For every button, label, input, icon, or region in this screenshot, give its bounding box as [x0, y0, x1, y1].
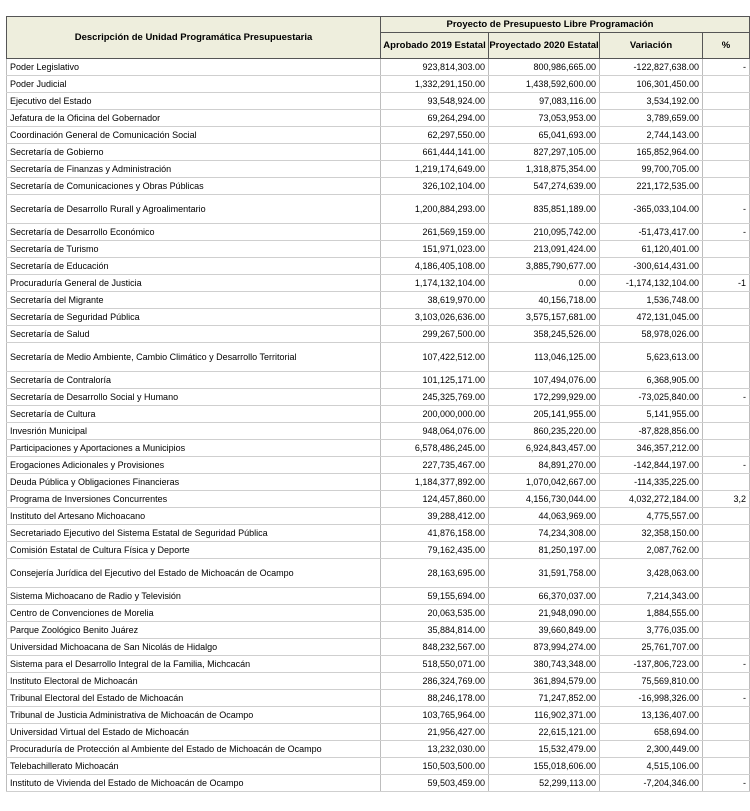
row-description: Secretaría de Turismo: [6, 241, 381, 257]
approved-2019-value: 101,125,171.00: [381, 372, 489, 388]
table-row: [6, 474, 750, 491]
approved-2019-value: 13,232,030.00: [381, 741, 489, 757]
variation-value: -51,473,417.00: [600, 224, 703, 240]
table-row: [6, 758, 750, 775]
projected-2020-value: 1,070,042,667.00: [489, 474, 600, 490]
percent-value: -: [703, 59, 750, 75]
table-row: [6, 309, 750, 326]
percent-value: [703, 406, 750, 422]
percent-value: [703, 741, 750, 757]
table-row: [6, 525, 750, 542]
row-description: Participaciones y Aportaciones a Municipios: [6, 440, 381, 456]
projected-2020-value: 39,660,849.00: [489, 622, 600, 638]
table-row: [6, 423, 750, 440]
variation-value: 32,358,150.00: [600, 525, 703, 541]
projected-2020-value: 210,095,742.00: [489, 224, 600, 240]
percent-value: 3,2: [703, 491, 750, 507]
percent-value: [703, 127, 750, 143]
row-description: Procuraduría General de Justicia: [6, 275, 381, 291]
approved-2019-value: 93,548,924.00: [381, 93, 489, 109]
row-description: Secretaría de Comunicaciones y Obras Públicas: [6, 178, 381, 194]
variation-value: 2,087,762.00: [600, 542, 703, 558]
row-description: Jefatura de la Oficina del Gobernador: [6, 110, 381, 126]
row-description: Secretaría de Desarrollo Social y Humano: [6, 389, 381, 405]
row-description: Tribunal Electoral del Estado de Michoacán: [6, 690, 381, 706]
projected-2020-value: 1,438,592,600.00: [489, 76, 600, 92]
percent-value: [703, 423, 750, 439]
percent-value: [703, 758, 750, 774]
row-description: Secretaría de Finanzas y Administración: [6, 161, 381, 177]
table-row: [6, 440, 750, 457]
row-description: Deuda Pública y Obligaciones Financieras: [6, 474, 381, 490]
approved-2019-value: 518,550,071.00: [381, 656, 489, 672]
row-description: Sistema para el Desarrollo Integral de la Familia, Michcacán: [6, 656, 381, 672]
table-row: [6, 127, 750, 144]
row-description: Secretaría de Desarrollo Rurall y Agroalimentario: [6, 195, 381, 223]
row-description: Invesrión Municipal: [6, 423, 381, 439]
row-description: Secretaría de Desarrollo Económico: [6, 224, 381, 240]
percent-value: [703, 440, 750, 456]
row-description: Secretaría de Medio Ambiente, Cambio Climático y Desarrollo Territorial: [6, 343, 381, 371]
percent-value: -: [703, 690, 750, 706]
projected-2020-value: 73,053,953.00: [489, 110, 600, 126]
row-description: Instituto del Artesano Michoacano: [6, 508, 381, 524]
percent-value: [703, 241, 750, 257]
projected-2020-value: 873,994,274.00: [489, 639, 600, 655]
variation-value: 1,884,555.00: [600, 605, 703, 621]
table-row: [6, 673, 750, 690]
row-description: Universidad Michoacana de San Nicolás de Hidalgo: [6, 639, 381, 655]
variation-value: -122,827,638.00: [600, 59, 703, 75]
variation-value: -114,335,225.00: [600, 474, 703, 490]
projected-2020-value: 6,924,843,457.00: [489, 440, 600, 456]
projected-2020-value: 44,063,969.00: [489, 508, 600, 524]
projected-2020-value: 860,235,220.00: [489, 423, 600, 439]
table-row: [6, 292, 750, 309]
projected-2020-header: Proyectado 2020 Estatal: [488, 32, 600, 59]
approved-2019-value: 1,184,377,892.00: [381, 474, 489, 490]
percent-value: [703, 639, 750, 655]
projected-2020-value: 4,156,730,044.00: [489, 491, 600, 507]
row-description: Secretaría de Cultura: [6, 406, 381, 422]
percent-value: [703, 605, 750, 621]
projected-2020-value: 66,370,037.00: [489, 588, 600, 604]
percent-value: -1: [703, 275, 750, 291]
table-row: [6, 639, 750, 656]
approved-2019-value: 848,232,567.00: [381, 639, 489, 655]
approved-2019-value: 227,735,467.00: [381, 457, 489, 473]
approved-2019-value: 38,619,970.00: [381, 292, 489, 308]
approved-2019-value: 6,578,486,245.00: [381, 440, 489, 456]
approved-2019-value: 286,324,769.00: [381, 673, 489, 689]
projected-2020-value: 155,018,606.00: [489, 758, 600, 774]
approved-2019-value: 1,200,884,293.00: [381, 195, 489, 223]
percent-value: [703, 326, 750, 342]
percent-value: [703, 110, 750, 126]
projected-2020-value: 71,247,852.00: [489, 690, 600, 706]
projected-2020-value: 52,299,113.00: [489, 775, 600, 791]
variation-value: 4,515,106.00: [600, 758, 703, 774]
row-description: Poder Judicial: [6, 76, 381, 92]
variation-value: 1,536,748.00: [600, 292, 703, 308]
projected-2020-value: 3,885,790,677.00: [489, 258, 600, 274]
row-description: Programa de Inversiones Concurrentes: [6, 491, 381, 507]
variation-value: 106,301,450.00: [600, 76, 703, 92]
percent-header: %: [702, 32, 750, 59]
variation-value: 4,032,272,184.00: [600, 491, 703, 507]
row-description: Sistema Michoacano de Radio y Televisión: [6, 588, 381, 604]
percent-value: [703, 372, 750, 388]
variation-header: Variación: [599, 32, 703, 59]
approved-2019-value: 299,267,500.00: [381, 326, 489, 342]
variation-value: 61,120,401.00: [600, 241, 703, 257]
approved-2019-value: 261,569,159.00: [381, 224, 489, 240]
row-description: Secretaría de Salud: [6, 326, 381, 342]
table-row: [6, 406, 750, 423]
row-description: Secretaría de Gobierno: [6, 144, 381, 160]
projected-2020-value: 15,532,479.00: [489, 741, 600, 757]
percent-value: [703, 76, 750, 92]
percent-value: -: [703, 195, 750, 223]
variation-value: 13,136,407.00: [600, 707, 703, 723]
variation-value: -73,025,840.00: [600, 389, 703, 405]
percent-value: [703, 292, 750, 308]
projected-2020-value: 84,891,270.00: [489, 457, 600, 473]
table-row: [6, 707, 750, 724]
table-row: [6, 110, 750, 127]
table-row: [6, 275, 750, 292]
row-description: Secretariado Ejecutivo del Sistema Estatal de Seguridad Pública: [6, 525, 381, 541]
variation-value: 472,131,045.00: [600, 309, 703, 325]
table-row: [6, 724, 750, 741]
table-row: [6, 93, 750, 110]
budget-table-body: [6, 59, 750, 792]
projected-2020-value: 172,299,929.00: [489, 389, 600, 405]
table-row: [6, 542, 750, 559]
approved-2019-value: 3,103,026,636.00: [381, 309, 489, 325]
projected-2020-value: 361,894,579.00: [489, 673, 600, 689]
projected-2020-value: 213,091,424.00: [489, 241, 600, 257]
row-description: Comisión Estatal de Cultura Física y Deporte: [6, 542, 381, 558]
approved-2019-value: 923,814,303.00: [381, 59, 489, 75]
variation-value: 99,700,705.00: [600, 161, 703, 177]
projected-2020-value: 116,902,371.00: [489, 707, 600, 723]
approved-2019-value: 62,297,550.00: [381, 127, 489, 143]
variation-value: 2,300,449.00: [600, 741, 703, 757]
projected-2020-value: 22,615,121.00: [489, 724, 600, 740]
percent-value: [703, 508, 750, 524]
variation-value: 658,694.00: [600, 724, 703, 740]
table-row: [6, 775, 750, 792]
variation-value: 5,141,955.00: [600, 406, 703, 422]
projected-2020-value: 835,851,189.00: [489, 195, 600, 223]
row-description: Secretaría del Migrante: [6, 292, 381, 308]
percent-value: [703, 93, 750, 109]
row-description: Procuraduría de Protección al Ambiente del Estado de Michoacán de Ocampo: [6, 741, 381, 757]
percent-value: -: [703, 457, 750, 473]
projected-2020-value: 547,274,639.00: [489, 178, 600, 194]
variation-value: 3,534,192.00: [600, 93, 703, 109]
approved-2019-value: 69,264,294.00: [381, 110, 489, 126]
variation-value: 7,214,343.00: [600, 588, 703, 604]
table-row: [6, 161, 750, 178]
approved-2019-value: 124,457,860.00: [381, 491, 489, 507]
variation-value: -300,614,431.00: [600, 258, 703, 274]
approved-2019-value: 326,102,104.00: [381, 178, 489, 194]
approved-2019-value: 39,288,412.00: [381, 508, 489, 524]
approved-2019-value: 948,064,076.00: [381, 423, 489, 439]
variation-value: 2,744,143.00: [600, 127, 703, 143]
variation-value: -365,033,104.00: [600, 195, 703, 223]
variation-value: 25,761,707.00: [600, 639, 703, 655]
percent-value: [703, 144, 750, 160]
row-description: Secretaría de Seguridad Pública: [6, 309, 381, 325]
variation-value: 3,789,659.00: [600, 110, 703, 126]
table-row: [6, 741, 750, 758]
variation-value: 5,623,613.00: [600, 343, 703, 371]
projected-2020-value: 0.00: [489, 275, 600, 291]
percent-value: -: [703, 224, 750, 240]
percent-value: [703, 622, 750, 638]
projected-2020-value: 74,234,308.00: [489, 525, 600, 541]
row-description: Parque Zoológico Benito Juárez: [6, 622, 381, 638]
approved-2019-value: 21,956,427.00: [381, 724, 489, 740]
row-description: Instituto de Vivienda del Estado de Michoacán de Ocampo: [6, 775, 381, 791]
variation-value: 58,978,026.00: [600, 326, 703, 342]
table-row: [6, 491, 750, 508]
approved-2019-value: 35,884,814.00: [381, 622, 489, 638]
percent-value: [703, 542, 750, 558]
variation-value: 221,172,535.00: [600, 178, 703, 194]
projected-2020-value: 97,083,116.00: [489, 93, 600, 109]
percent-value: [703, 343, 750, 371]
percent-value: -: [703, 656, 750, 672]
variation-value: -7,204,346.00: [600, 775, 703, 791]
table-row: [6, 559, 750, 588]
row-description: Poder Legislativo: [6, 59, 381, 75]
approved-2019-value: 151,971,023.00: [381, 241, 489, 257]
table-row: [6, 690, 750, 707]
table-row: [6, 622, 750, 639]
approved-2019-value: 150,503,500.00: [381, 758, 489, 774]
projected-2020-value: 107,494,076.00: [489, 372, 600, 388]
projected-2020-value: 3,575,157,681.00: [489, 309, 600, 325]
approved-2019-value: 107,422,512.00: [381, 343, 489, 371]
projected-2020-value: 827,297,105.00: [489, 144, 600, 160]
percent-value: [703, 673, 750, 689]
projected-2020-value: 40,156,718.00: [489, 292, 600, 308]
row-description: Telebachillerato Michoacán: [6, 758, 381, 774]
percent-value: [703, 178, 750, 194]
variation-value: 3,428,063.00: [600, 559, 703, 587]
approved-2019-header: Aprobado 2019 Estatal: [380, 32, 489, 59]
row-description: Coordinación General de Comunicación Social: [6, 127, 381, 143]
variation-value: 75,569,810.00: [600, 673, 703, 689]
percent-value: [703, 474, 750, 490]
variation-value: -16,998,326.00: [600, 690, 703, 706]
percent-value: -: [703, 389, 750, 405]
table-row: [6, 343, 750, 372]
table-row: [6, 195, 750, 224]
budget-group-header: Proyecto de Presupuesto Libre Programación: [380, 16, 750, 33]
description-column-header: Descripción de Unidad Programática Presupuestaria: [6, 16, 381, 59]
variation-value: -142,844,197.00: [600, 457, 703, 473]
row-description: Secretaría de Educación: [6, 258, 381, 274]
percent-value: [703, 309, 750, 325]
projected-2020-value: 800,986,665.00: [489, 59, 600, 75]
variation-value: -137,806,723.00: [600, 656, 703, 672]
approved-2019-value: 28,163,695.00: [381, 559, 489, 587]
approved-2019-value: 200,000,000.00: [381, 406, 489, 422]
table-row: [6, 457, 750, 474]
table-row: [6, 224, 750, 241]
approved-2019-value: 661,444,141.00: [381, 144, 489, 160]
projected-2020-value: 380,743,348.00: [489, 656, 600, 672]
table-row: [6, 389, 750, 406]
approved-2019-value: 103,765,964.00: [381, 707, 489, 723]
row-description: Ejecutivo del Estado: [6, 93, 381, 109]
table-row: [6, 144, 750, 161]
table-row: [6, 59, 750, 76]
variation-value: -1,174,132,104.00: [600, 275, 703, 291]
row-description: Secretaría de Contraloría: [6, 372, 381, 388]
table-row: [6, 508, 750, 525]
percent-value: [703, 707, 750, 723]
projected-2020-value: 205,141,955.00: [489, 406, 600, 422]
approved-2019-value: 1,219,174,649.00: [381, 161, 489, 177]
variation-value: 4,775,557.00: [600, 508, 703, 524]
table-row: [6, 372, 750, 389]
projected-2020-value: 358,245,526.00: [489, 326, 600, 342]
percent-value: [703, 588, 750, 604]
percent-value: -: [703, 775, 750, 791]
percent-value: [703, 258, 750, 274]
row-description: Erogaciones Adicionales y Provisiones: [6, 457, 381, 473]
table-row: [6, 76, 750, 93]
projected-2020-value: 113,046,125.00: [489, 343, 600, 371]
percent-value: [703, 559, 750, 587]
projected-2020-value: 31,591,758.00: [489, 559, 600, 587]
table-row: [6, 326, 750, 343]
table-row: [6, 656, 750, 673]
percent-value: [703, 161, 750, 177]
approved-2019-value: 41,876,158.00: [381, 525, 489, 541]
table-row: [6, 605, 750, 622]
percent-value: [703, 525, 750, 541]
percent-value: [703, 724, 750, 740]
table-row: [6, 178, 750, 195]
row-description: Consejería Jurídica del Ejecutivo del Estado de Michoacán de Ocampo: [6, 559, 381, 587]
table-row: [6, 258, 750, 275]
row-description: Tribunal de Justicia Administrativa de Michoacán de Ocampo: [6, 707, 381, 723]
row-description: Instituto Electoral de Michoacán: [6, 673, 381, 689]
approved-2019-value: 245,325,769.00: [381, 389, 489, 405]
variation-value: 165,852,964.00: [600, 144, 703, 160]
approved-2019-value: 1,332,291,150.00: [381, 76, 489, 92]
projected-2020-value: 21,948,090.00: [489, 605, 600, 621]
table-row: [6, 588, 750, 605]
variation-value: 6,368,905.00: [600, 372, 703, 388]
variation-value: -87,828,856.00: [600, 423, 703, 439]
row-description: Centro de Convenciones de Morelia: [6, 605, 381, 621]
approved-2019-value: 59,503,459.00: [381, 775, 489, 791]
variation-value: 3,776,035.00: [600, 622, 703, 638]
projected-2020-value: 65,041,693.00: [489, 127, 600, 143]
variation-value: 346,357,212.00: [600, 440, 703, 456]
row-description: Universidad Virtual del Estado de Michoacán: [6, 724, 381, 740]
approved-2019-value: 59,155,694.00: [381, 588, 489, 604]
approved-2019-value: 79,162,435.00: [381, 542, 489, 558]
approved-2019-value: 88,246,178.00: [381, 690, 489, 706]
approved-2019-value: 20,063,535.00: [381, 605, 489, 621]
approved-2019-value: 4,186,405,108.00: [381, 258, 489, 274]
approved-2019-value: 1,174,132,104.00: [381, 275, 489, 291]
table-row: [6, 241, 750, 258]
projected-2020-value: 81,250,197.00: [489, 542, 600, 558]
projected-2020-value: 1,318,875,354.00: [489, 161, 600, 177]
